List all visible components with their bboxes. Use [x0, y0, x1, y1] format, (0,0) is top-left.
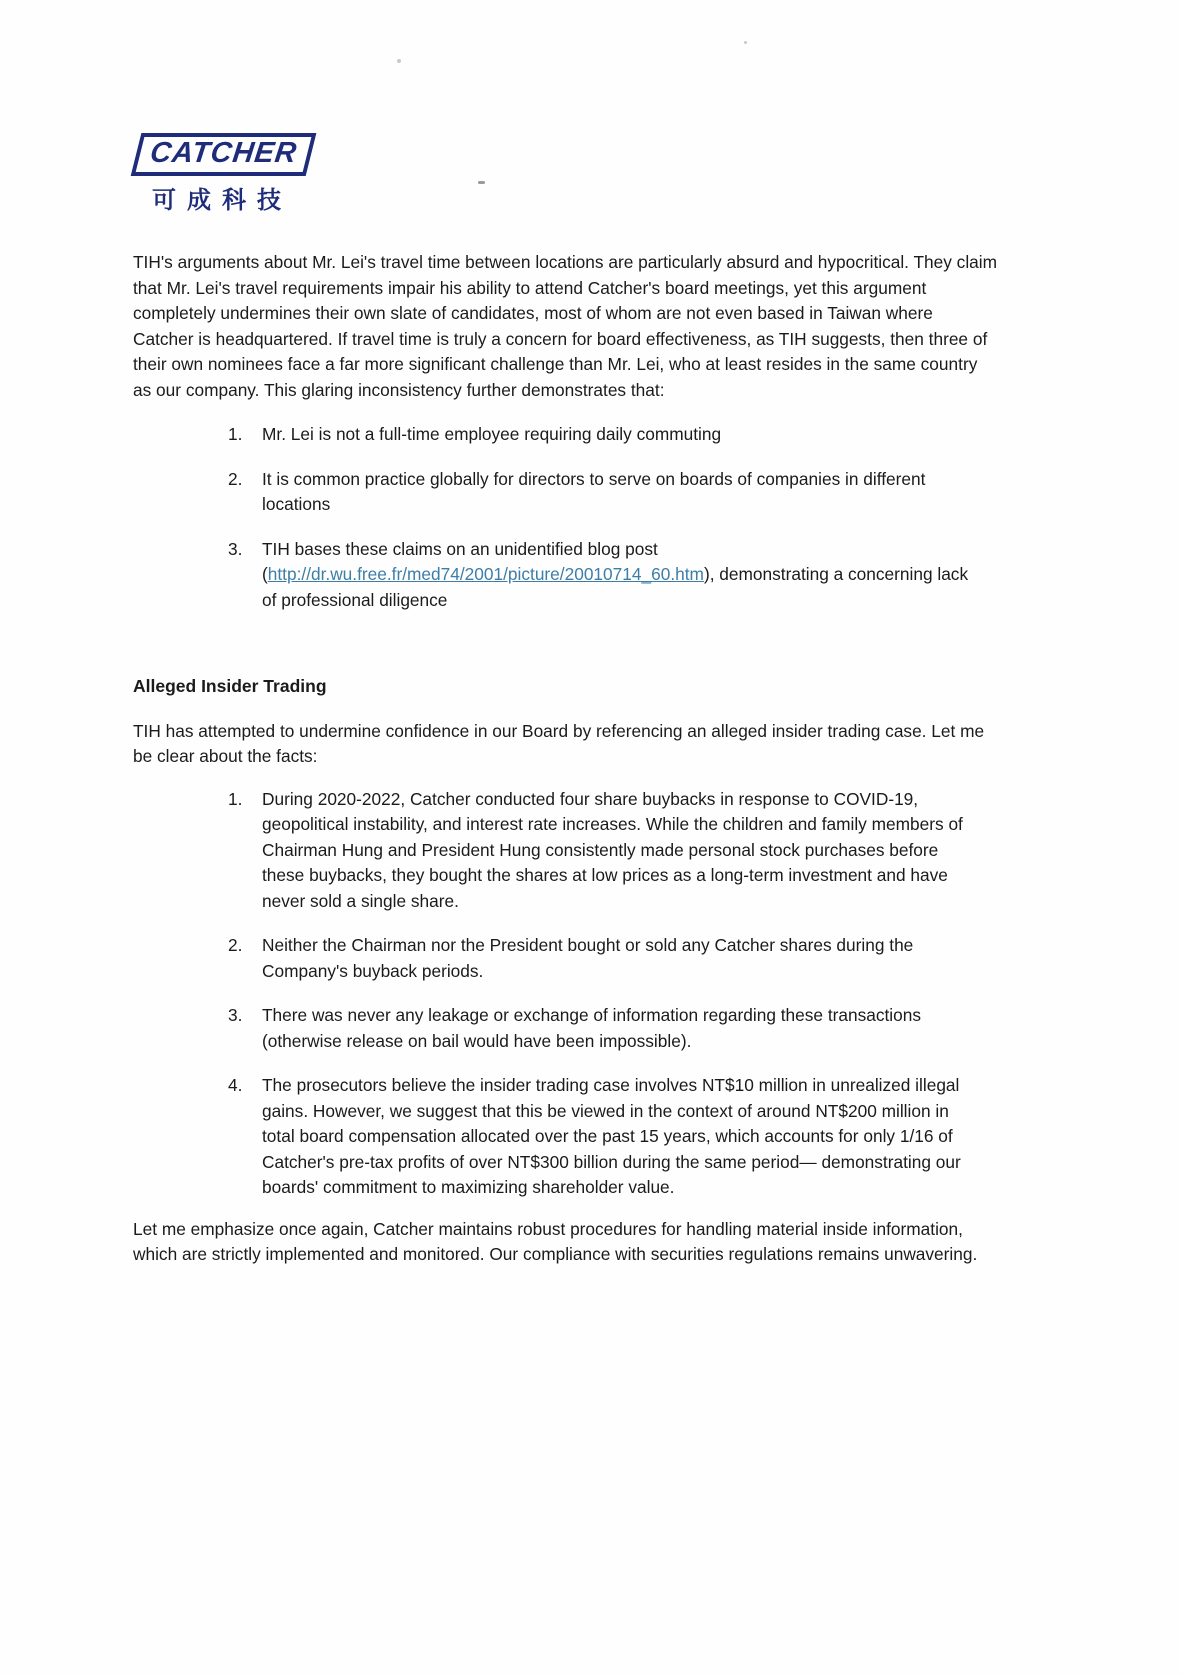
list-item	[228, 537, 998, 614]
list-item-number: 4.	[228, 1075, 243, 1095]
list-item-text-before-link: TIH bases these claims on an unidentified blog post (	[262, 538, 658, 584]
list-item-number: 2.	[228, 935, 243, 955]
list-item-text: During 2020-2022, Catcher conducted four share buybacks in response to COVID-19, geopolitical instability, and interest rate increases. While the children and family members of Chairman Hung and President Hung consistently made personal stock purchases before these buybacks, they bought the shares at low prices as a long-term investment and have never sold a single share.	[262, 788, 963, 911]
list-item-text: Neither the Chairman nor the President bought or sold any Catcher shares during the Company's buyback periods.	[262, 935, 914, 981]
list-item-text: The prosecutors believe the insider trading case involves NT$10 million in unrealized illegal gains. However, we suggest that this be viewed in the context of around NT$200 million in total board compensation allocated over the past 15 years, which accounts for only 1/16 of Catcher's pre-tax profits of over NT$300 billion during the same period— demonstrating our boards' commitment to maximizing shareholder value.	[262, 1075, 961, 1197]
list-item-number: 3.	[228, 538, 243, 559]
list-item-number: 2.	[228, 468, 243, 489]
list-item	[228, 1073, 998, 1201]
list-item-number: 3.	[228, 1005, 243, 1025]
travel-argument-paragraph: TIH's arguments about Mr. Lei's travel time between locations are particularly absurd and hypocritical. They claim that Mr. Lei's travel requirements impair his ability to attend Catcher's board meetings, yet this argument completely undermines their own slate of candidates, most of whom are not even based in Taiwan where Catcher is headquartered. If travel time is truly a concern for board effectiveness, as TIH suggests, then three of their own nominees face a far more significant challenge than Mr. Lei, who at least resides in the same country as our company. This glaring inconsistency further demonstrates that:	[133, 252, 998, 400]
catcher-logo	[128, 133, 311, 215]
insider-intro-paragraph: TIH has attempted to undermine confidence in our Board by referencing an alleged insider trading case. Let me be clear about the facts:	[133, 720, 985, 766]
catcher-chinese-name: 可成科技	[152, 187, 292, 215]
list-item	[228, 933, 998, 984]
travel-argument-list	[228, 422, 998, 613]
list-item	[228, 1003, 998, 1054]
catcher-wordmark: CATCHER	[148, 137, 299, 169]
list-item-text: Mr. Lei is not a full-time employee requiring daily commuting	[262, 424, 722, 444]
scan-speck	[744, 41, 747, 44]
list-item-number: 1.	[228, 424, 243, 444]
closing-paragraph: Let me emphasize once again, Catcher maintains robust procedures for handling material inside information, which are strictly implemented and monitored. Our compliance with securities regulations remains unwavering.	[133, 1218, 978, 1264]
list-item-text: There was never any leakage or exchange of information regarding these transactions (otherwise release on bail would have been impossible).	[262, 1005, 921, 1051]
catcher-wordmark-box	[131, 133, 316, 176]
list-item-number: 1.	[228, 788, 243, 809]
scan-speck	[397, 59, 401, 63]
list-item-text	[262, 537, 974, 614]
scan-speck	[478, 181, 485, 184]
insider-facts-list	[228, 787, 998, 1201]
list-item	[228, 422, 998, 448]
insider-trading-heading: Alleged Insider Trading	[133, 676, 327, 696]
letter-body	[133, 250, 998, 1268]
blog-post-link[interactable]: http://dr.wu.free.fr/med74/2001/picture/20010714_60.htm	[267, 564, 704, 584]
list-item-text: It is common practice globally for directors to serve on boards of companies in different locations	[262, 468, 926, 514]
list-item-text-after-link: ), demonstrating a concerning lack of professional diligence	[262, 564, 969, 610]
list-item	[228, 467, 998, 518]
list-item	[228, 787, 998, 915]
